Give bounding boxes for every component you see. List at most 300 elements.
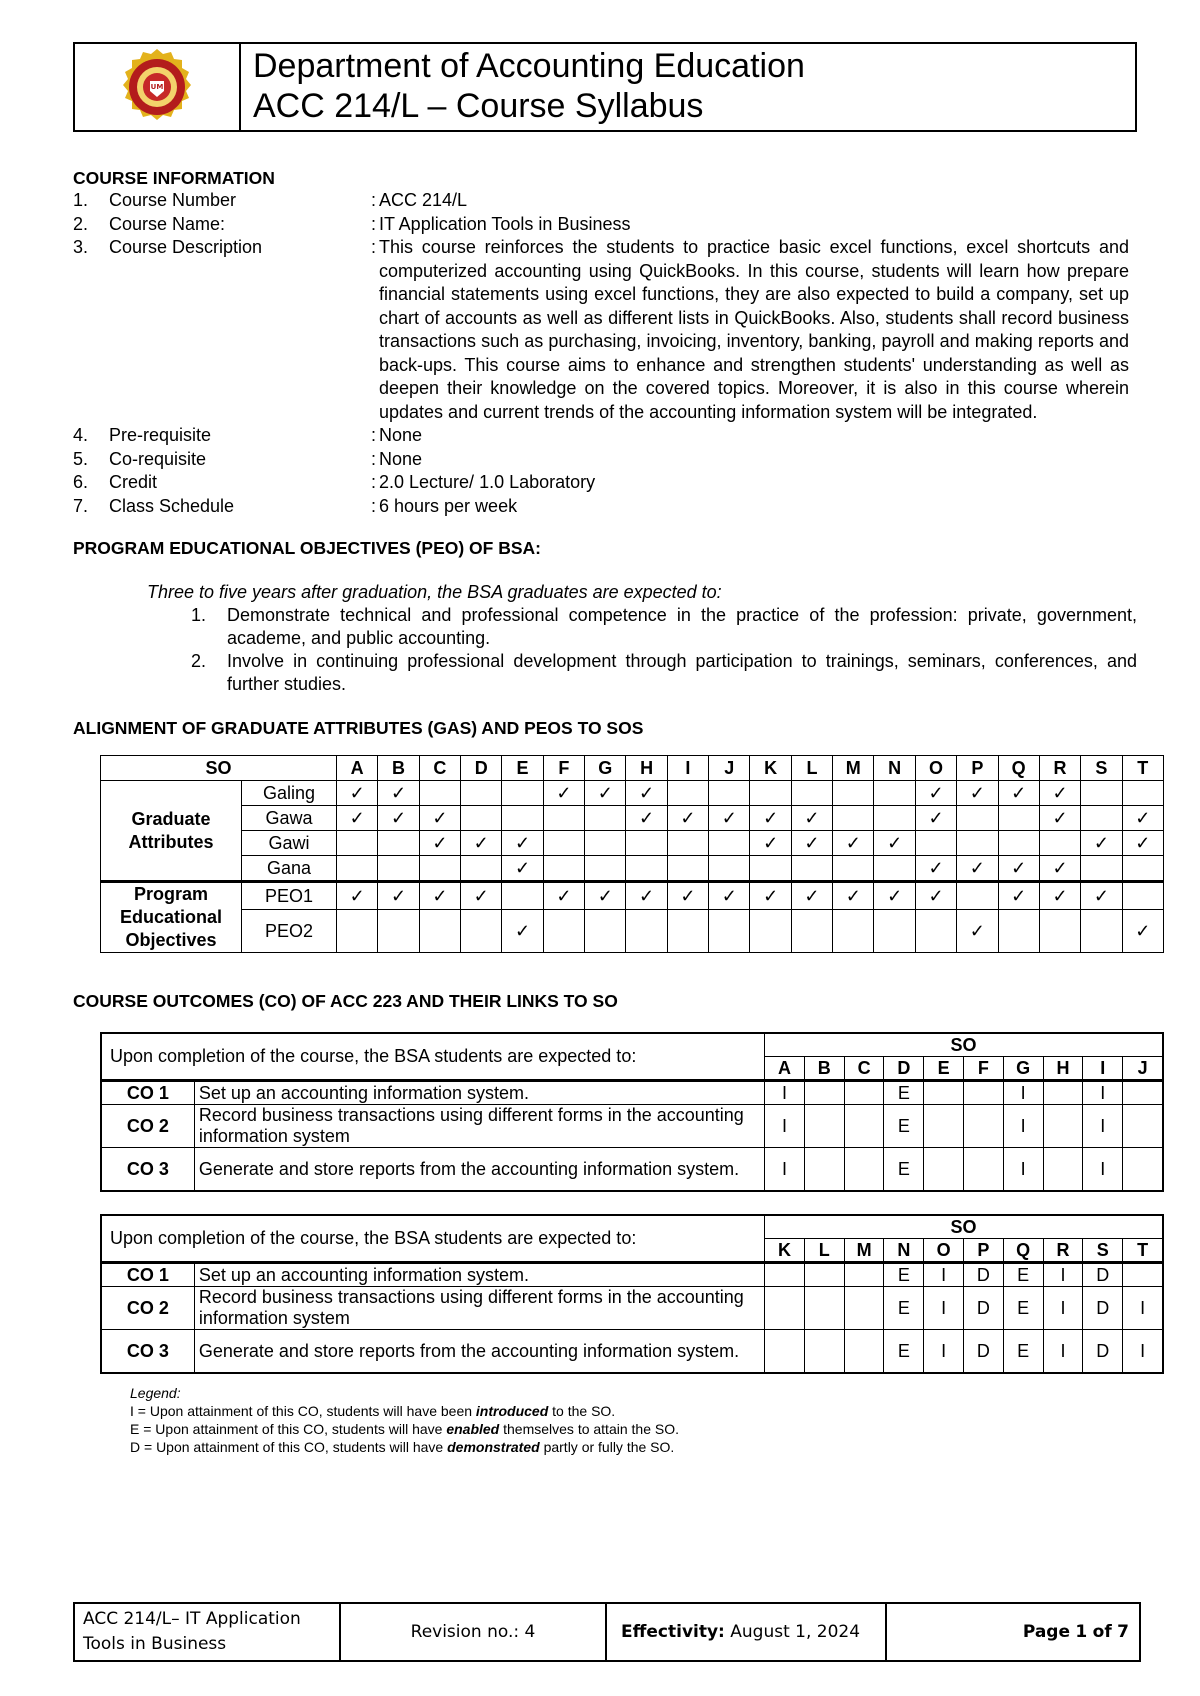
co-intro: Upon completion of the course, the BSA students are expected to:	[101, 1033, 765, 1081]
check-mark: ✓	[461, 882, 502, 910]
co-level	[844, 1263, 884, 1287]
alignment-row	[101, 910, 1164, 953]
empty-cell	[998, 806, 1039, 831]
check-mark: ✓	[1122, 806, 1163, 831]
check-mark: ✓	[915, 856, 956, 882]
alignment-col-header: N	[874, 756, 915, 781]
check-mark: ✓	[667, 806, 708, 831]
co-level	[1123, 1263, 1163, 1287]
course-info-number: 6.	[73, 472, 89, 492]
empty-cell	[419, 856, 460, 882]
co-description: Record business transactions using different forms in the accounting information system	[194, 1287, 764, 1330]
empty-cell	[461, 910, 502, 953]
check-mark: ✓	[915, 882, 956, 910]
graduate-attributes-label: Graduate Attributes	[101, 781, 242, 882]
empty-cell	[709, 831, 750, 856]
check-mark: ✓	[1039, 781, 1080, 806]
alignment-row-label: Gawi	[242, 831, 337, 856]
check-mark: ✓	[915, 781, 956, 806]
empty-cell	[791, 856, 832, 882]
alignment-row-label: PEO2	[242, 910, 337, 953]
seal-icon	[107, 48, 207, 126]
co-level	[1123, 1081, 1163, 1105]
effectivity-value: August 1, 2024	[730, 1622, 861, 1642]
co-level: D	[964, 1263, 1004, 1287]
footer-course-line1: ACC 214/L– IT Application	[83, 1609, 301, 1629]
alignment-col-header: P	[957, 756, 998, 781]
check-mark: ✓	[461, 831, 502, 856]
co-level: E	[884, 1330, 924, 1374]
course-info-number: 2.	[73, 213, 89, 234]
check-mark: ✓	[1081, 831, 1122, 856]
empty-cell	[709, 781, 750, 806]
check-mark: ✓	[585, 882, 626, 910]
legend-emphasis: enabled	[446, 1421, 500, 1437]
course-info-colon: :	[371, 495, 377, 516]
co-level	[964, 1081, 1004, 1105]
empty-cell	[1081, 856, 1122, 882]
alignment-row-label: Gawa	[242, 806, 337, 831]
empty-cell	[874, 856, 915, 882]
alignment-row	[101, 882, 1164, 910]
check-mark: ✓	[337, 806, 378, 831]
co-col-header: S	[1083, 1239, 1123, 1263]
check-mark: ✓	[378, 781, 419, 806]
empty-cell	[833, 781, 874, 806]
co-level: D	[1083, 1263, 1123, 1287]
co-level: E	[884, 1105, 924, 1148]
check-mark: ✓	[667, 882, 708, 910]
co-col-header: C	[844, 1057, 884, 1081]
empty-cell	[626, 831, 667, 856]
course-info-label: Course Number	[109, 190, 237, 210]
co-level	[765, 1330, 805, 1374]
co-level	[804, 1263, 844, 1287]
co-level	[924, 1105, 964, 1148]
co-level	[804, 1148, 844, 1192]
co-table-2	[100, 1214, 1164, 1374]
co-level: I	[924, 1330, 964, 1374]
co-level: I	[765, 1081, 805, 1105]
empty-cell	[1039, 910, 1080, 953]
check-mark: ✓	[1081, 882, 1122, 910]
co-level	[844, 1287, 884, 1330]
course-info-row	[73, 495, 1137, 519]
alignment-col-header: D	[461, 756, 502, 781]
co-col-header: R	[1043, 1239, 1083, 1263]
co-level	[844, 1081, 884, 1105]
course-info-row	[73, 189, 1137, 213]
empty-cell	[626, 856, 667, 882]
course-info-label: Class Schedule	[109, 495, 235, 516]
alignment-col-header: R	[1039, 756, 1080, 781]
page-label: Page	[1022, 1622, 1071, 1642]
co-level: I	[924, 1263, 964, 1287]
empty-cell	[419, 781, 460, 806]
alignment-col-header: F	[543, 756, 584, 781]
empty-cell	[791, 781, 832, 806]
legend-text: D = Upon attainment of this CO, students will have	[130, 1439, 448, 1455]
check-mark: ✓	[626, 806, 667, 831]
alignment-title: ALIGNMENT OF GRADUATE ATTRIBUTES (GAS) AND PEOS TO SOS	[73, 718, 644, 738]
check-mark: ✓	[750, 882, 791, 910]
co-description: Set up an accounting information system.	[194, 1081, 764, 1105]
peo-item-text: Demonstrate technical and professional competence in the practice of the profession: private, government, academe, and public accounting.	[227, 605, 1137, 648]
co-col-header: J	[1123, 1057, 1163, 1081]
co-id: CO 3	[101, 1330, 194, 1374]
course-info-colon: :	[371, 213, 377, 234]
check-mark: ✓	[833, 831, 874, 856]
co-level: I	[1123, 1287, 1163, 1330]
co-id: CO 2	[101, 1287, 194, 1330]
co-col-header: O	[924, 1239, 964, 1263]
co-level: I	[1043, 1263, 1083, 1287]
co-level: I	[1083, 1105, 1123, 1148]
check-mark: ✓	[502, 856, 543, 882]
alignment-row	[101, 806, 1164, 831]
alignment-col-header: O	[915, 756, 956, 781]
course-info-label: Credit	[109, 472, 158, 492]
header-titles	[241, 44, 1135, 130]
course-info-colon: :	[371, 448, 377, 469]
check-mark: ✓	[750, 806, 791, 831]
co-level	[844, 1330, 884, 1374]
alignment-col-header: K	[750, 756, 791, 781]
empty-cell	[461, 781, 502, 806]
co-row	[101, 1081, 1163, 1105]
check-mark: ✓	[1039, 806, 1080, 831]
co-level: E	[1003, 1263, 1043, 1287]
check-mark: ✓	[874, 831, 915, 856]
co-col-header: B	[804, 1057, 844, 1081]
empty-cell	[378, 910, 419, 953]
check-mark: ✓	[957, 910, 998, 953]
course-info-value: 6 hours per week	[379, 495, 518, 516]
alignment-row-label: Gana	[242, 856, 337, 882]
course-info-colon: :	[371, 190, 377, 210]
co-level: D	[964, 1287, 1004, 1330]
course-info-title: COURSE INFORMATION	[73, 168, 275, 188]
empty-cell	[833, 806, 874, 831]
legend-line	[130, 1438, 1137, 1456]
course-info-colon: :	[371, 425, 377, 445]
course-info-number: 5.	[73, 448, 89, 469]
course-info-value: This course reinforces the students to practice basic excel functions, excel shortcuts and computerized accounting using QuickBooks. In this course, students will learn how prepare financial statements using excel functions, they are also expected to build a company, set up chart of accounts as well as different lists in QuickBooks. Also, students shall record business transactions such as purchasing, invoicing, inventory, banking, payroll and making reports and back-ups. This course aims to enhance and strengthen students' understanding as well as deepen their knowledge on the covered topics. Moreover, it is also in this course wherein updates and current trends of the accounting information system will be integrated.	[379, 237, 1129, 422]
legend-text: partly or fully the SO.	[539, 1439, 675, 1455]
empty-cell	[667, 831, 708, 856]
empty-cell	[750, 856, 791, 882]
course-info-value: 2.0 Lecture/ 1.0 Laboratory	[379, 472, 596, 492]
co-level	[765, 1287, 805, 1330]
co-id: CO 1	[101, 1263, 194, 1287]
legend-emphasis: introduced	[475, 1403, 549, 1419]
co-row	[101, 1263, 1163, 1287]
department-title: Department of Accounting Education	[253, 47, 805, 85]
alignment-col-header: I	[667, 756, 708, 781]
co-level	[804, 1081, 844, 1105]
check-mark: ✓	[378, 882, 419, 910]
check-mark: ✓	[791, 882, 832, 910]
co-level	[1043, 1148, 1083, 1192]
course-info-row	[73, 471, 1137, 495]
alignment-col-header: C	[419, 756, 460, 781]
course-info-value: None	[379, 425, 423, 445]
co-header-row	[101, 1033, 1163, 1057]
check-mark: ✓	[833, 882, 874, 910]
check-mark: ✓	[378, 806, 419, 831]
check-mark: ✓	[998, 882, 1039, 910]
empty-cell	[874, 806, 915, 831]
empty-cell	[1081, 806, 1122, 831]
empty-cell	[998, 910, 1039, 953]
peo-item	[191, 650, 1137, 696]
co-col-header: E	[924, 1057, 964, 1081]
co-so-header: SO	[765, 1033, 1163, 1057]
co-description: Set up an accounting information system.	[194, 1263, 764, 1287]
co-level: I	[1043, 1287, 1083, 1330]
peo-item-number: 1.	[191, 605, 207, 625]
co-level: I	[1003, 1148, 1043, 1192]
co-level	[964, 1105, 1004, 1148]
empty-cell	[378, 856, 419, 882]
co-row	[101, 1287, 1163, 1330]
alignment-col-header: Q	[998, 756, 1039, 781]
alignment-col-header: S	[1081, 756, 1122, 781]
peo-item	[191, 604, 1137, 650]
co-col-header: I	[1083, 1057, 1123, 1081]
check-mark: ✓	[1122, 831, 1163, 856]
co-level: I	[924, 1287, 964, 1330]
empty-cell	[337, 831, 378, 856]
empty-cell	[1081, 781, 1122, 806]
co-level: E	[884, 1287, 924, 1330]
legend-text: themselves to attain the SO.	[499, 1421, 679, 1437]
alignment-row	[101, 856, 1164, 882]
empty-cell	[750, 781, 791, 806]
alignment-table	[100, 755, 1164, 953]
course-info-value: ACC 214/L	[379, 190, 468, 210]
empty-cell	[1122, 856, 1163, 882]
footer-page	[887, 1604, 1139, 1660]
empty-cell	[461, 856, 502, 882]
co-level: I	[1003, 1105, 1043, 1148]
course-info-label: Course Description	[109, 237, 263, 257]
legend	[130, 1384, 1137, 1456]
alignment-col-header: H	[626, 756, 667, 781]
co-level: D	[1083, 1330, 1123, 1374]
co-description: Generate and store reports from the accounting information system.	[194, 1148, 764, 1192]
empty-cell	[667, 910, 708, 953]
empty-cell	[874, 781, 915, 806]
co-header-row	[101, 1215, 1163, 1239]
peo-list	[191, 604, 1137, 696]
empty-cell	[585, 856, 626, 882]
empty-cell	[543, 910, 584, 953]
course-info-label: Pre-requisite	[109, 425, 212, 445]
co-table-1	[100, 1032, 1164, 1192]
co-level	[804, 1287, 844, 1330]
check-mark: ✓	[626, 781, 667, 806]
co-level	[924, 1081, 964, 1105]
empty-cell	[502, 806, 543, 831]
course-info-list	[73, 189, 1137, 518]
page-of: of	[1092, 1622, 1112, 1642]
empty-cell	[709, 856, 750, 882]
empty-cell	[543, 831, 584, 856]
check-mark: ✓	[998, 781, 1039, 806]
co-level: I	[1003, 1081, 1043, 1105]
svg-text:UM: UM	[150, 83, 164, 91]
empty-cell	[419, 910, 460, 953]
check-mark: ✓	[1039, 856, 1080, 882]
empty-cell	[502, 781, 543, 806]
alignment-col-header: J	[709, 756, 750, 781]
co-level: D	[964, 1330, 1004, 1374]
course-info-row	[73, 448, 1137, 472]
legend-text: to the SO.	[548, 1403, 616, 1419]
co-level	[1043, 1105, 1083, 1148]
empty-cell	[915, 831, 956, 856]
co-level: I	[765, 1105, 805, 1148]
footer-course	[75, 1604, 341, 1660]
check-mark: ✓	[419, 831, 460, 856]
co-level: I	[1083, 1081, 1123, 1105]
co-col-header: N	[884, 1239, 924, 1263]
syllabus-title: ACC 214/L – Course Syllabus	[253, 87, 704, 125]
check-mark: ✓	[337, 781, 378, 806]
empty-cell	[667, 856, 708, 882]
empty-cell	[998, 831, 1039, 856]
empty-cell	[461, 806, 502, 831]
empty-cell	[750, 910, 791, 953]
empty-cell	[957, 882, 998, 910]
co-row	[101, 1148, 1163, 1192]
course-info-number: 3.	[73, 237, 89, 257]
empty-cell	[626, 910, 667, 953]
co-level: I	[1123, 1330, 1163, 1374]
check-mark: ✓	[626, 882, 667, 910]
co-level	[924, 1148, 964, 1192]
alignment-so-header: SO	[101, 756, 337, 781]
revision-label: Revision no.:	[410, 1622, 520, 1642]
alignment-col-header: E	[502, 756, 543, 781]
check-mark: ✓	[915, 806, 956, 831]
check-mark: ✓	[874, 882, 915, 910]
legend-line	[130, 1420, 1137, 1438]
peo-group-label: Program Educational Objectives	[101, 882, 242, 953]
revision-value: 4	[524, 1622, 536, 1642]
co-level	[844, 1105, 884, 1148]
check-mark: ✓	[543, 781, 584, 806]
co-level	[1123, 1148, 1163, 1192]
co-level: E	[884, 1148, 924, 1192]
co-level	[765, 1263, 805, 1287]
co-id: CO 1	[101, 1081, 194, 1105]
course-info-value: IT Application Tools in Business	[379, 213, 631, 234]
empty-cell	[543, 856, 584, 882]
empty-cell	[585, 910, 626, 953]
co-col-header: Q	[1003, 1239, 1043, 1263]
empty-cell	[502, 882, 543, 910]
document-header	[73, 42, 1137, 132]
peo-intro: Three to five years after graduation, the BSA graduates are expected to:	[147, 582, 722, 602]
course-info-label: Co-requisite	[109, 448, 207, 469]
co-row	[101, 1105, 1163, 1148]
co-id: CO 2	[101, 1105, 194, 1148]
co-level	[844, 1148, 884, 1192]
check-mark: ✓	[419, 806, 460, 831]
alignment-col-header: L	[791, 756, 832, 781]
co-col-header: P	[964, 1239, 1004, 1263]
co-col-header: G	[1003, 1057, 1043, 1081]
co-description: Record business transactions using different forms in the accounting information system	[194, 1105, 764, 1148]
empty-cell	[585, 831, 626, 856]
peo-title: PROGRAM EDUCATIONAL OBJECTIVES (PEO) OF BSA:	[73, 538, 541, 558]
empty-cell	[543, 806, 584, 831]
co-id: CO 3	[101, 1148, 194, 1192]
co-level	[804, 1330, 844, 1374]
check-mark: ✓	[502, 831, 543, 856]
document-footer	[73, 1602, 1141, 1662]
co-col-header: A	[765, 1057, 805, 1081]
course-info-number: 1.	[73, 190, 89, 210]
college-logo	[75, 44, 241, 130]
co-col-header: H	[1043, 1057, 1083, 1081]
alignment-col-header: B	[378, 756, 419, 781]
course-info-row	[73, 236, 1137, 424]
check-mark: ✓	[543, 882, 584, 910]
co-level	[1043, 1081, 1083, 1105]
effectivity-label: Effectivity:	[621, 1622, 725, 1642]
alignment-row-label: Galing	[242, 781, 337, 806]
empty-cell	[1122, 882, 1163, 910]
alignment-col-header: G	[585, 756, 626, 781]
co-col-header: L	[804, 1239, 844, 1263]
co-col-header: M	[844, 1239, 884, 1263]
course-info-colon: :	[371, 237, 377, 257]
empty-cell	[957, 831, 998, 856]
course-info-number: 7.	[73, 495, 89, 516]
check-mark: ✓	[585, 781, 626, 806]
co-level: E	[1003, 1287, 1043, 1330]
alignment-header-row	[101, 756, 1164, 781]
co-level: D	[1083, 1287, 1123, 1330]
alignment-col-header: T	[1122, 756, 1163, 781]
co-row	[101, 1330, 1163, 1374]
co-level: E	[884, 1081, 924, 1105]
empty-cell	[833, 856, 874, 882]
co-description: Generate and store reports from the accounting information system.	[194, 1330, 764, 1374]
empty-cell	[337, 856, 378, 882]
footer-revision	[341, 1604, 607, 1660]
empty-cell	[915, 910, 956, 953]
alignment-row-label: PEO1	[242, 882, 337, 910]
check-mark: ✓	[957, 856, 998, 882]
empty-cell	[667, 781, 708, 806]
alignment-col-header: A	[337, 756, 378, 781]
check-mark: ✓	[1039, 882, 1080, 910]
page-total: 7	[1117, 1622, 1129, 1642]
legend-head: Legend:	[130, 1385, 181, 1401]
course-info-row	[73, 424, 1137, 448]
co-level: I	[1083, 1148, 1123, 1192]
syllabus-page	[73, 42, 1151, 1456]
empty-cell	[337, 910, 378, 953]
footer-effectivity	[607, 1604, 887, 1660]
course-info-number: 4.	[73, 425, 89, 445]
peo-item-text: Involve in continuing professional development through participation to trainings, seminars, conferences, and further studies.	[227, 651, 1137, 694]
alignment-row	[101, 781, 1164, 806]
